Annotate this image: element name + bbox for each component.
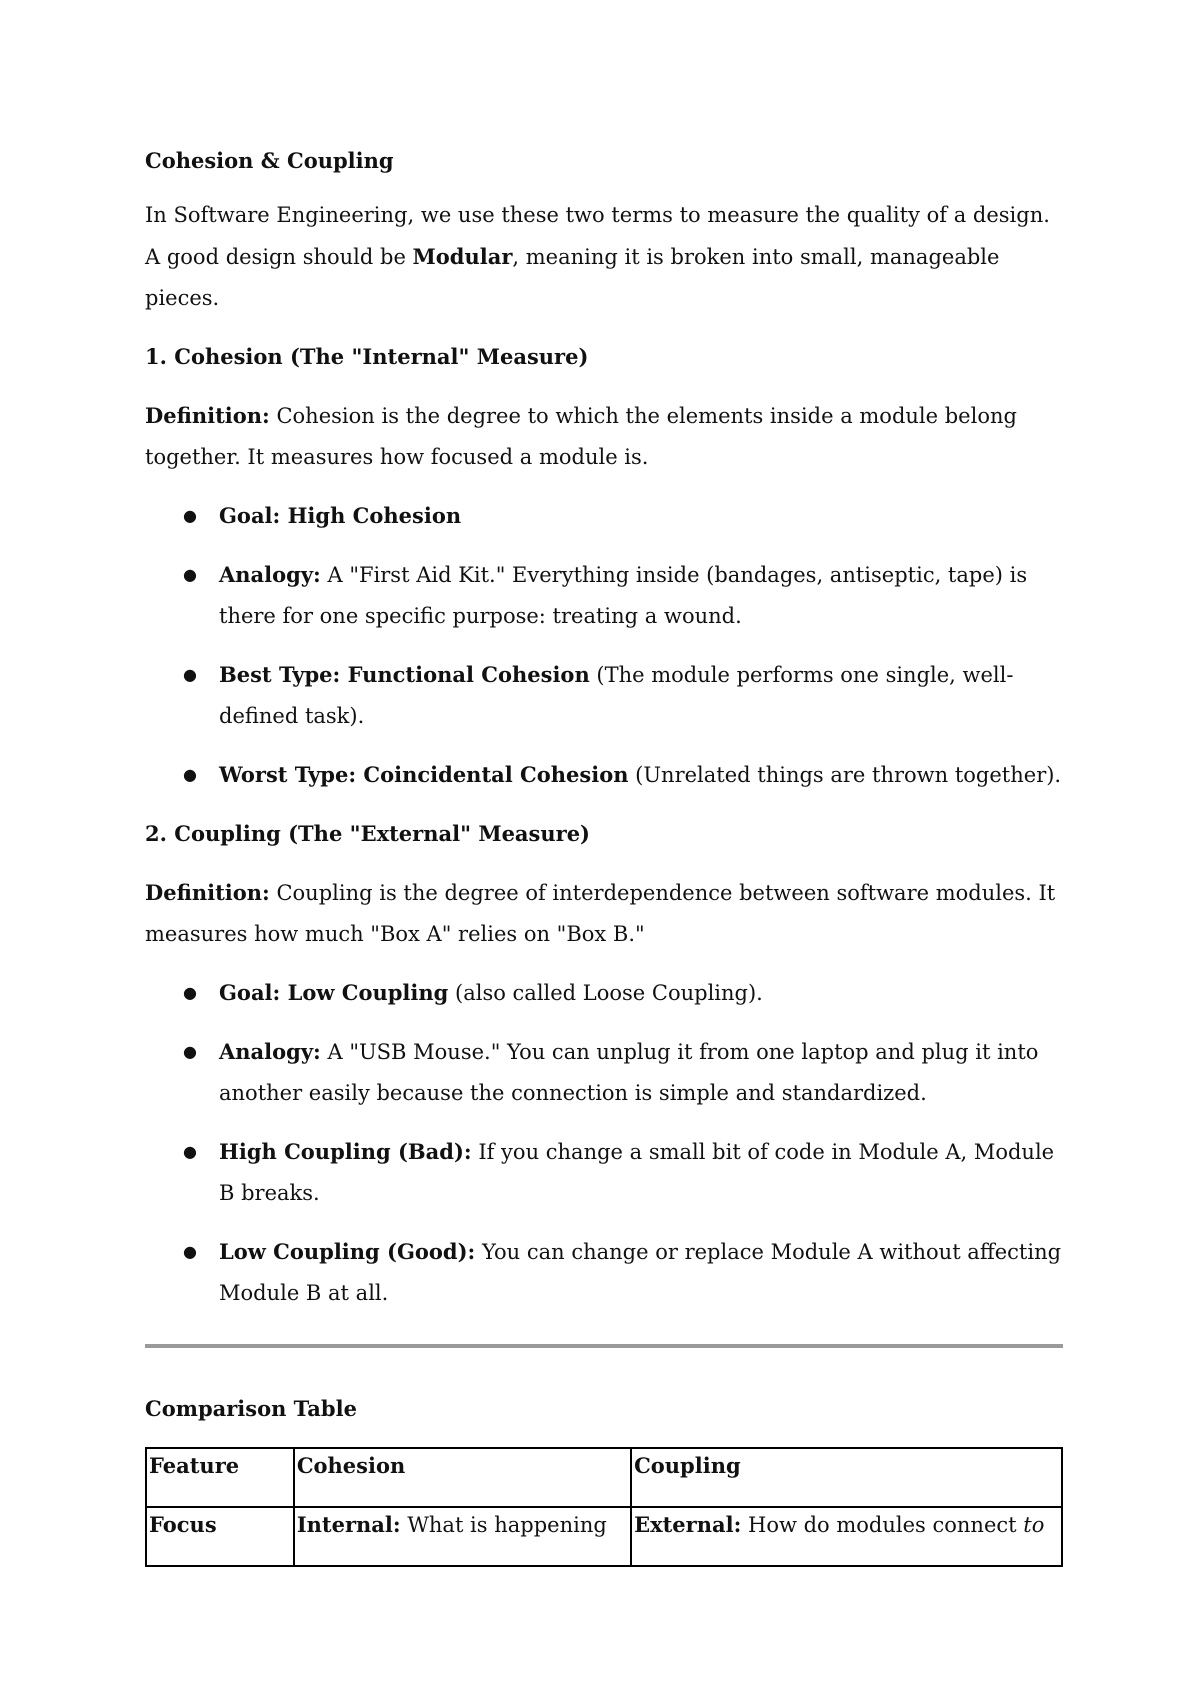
bullet-icon: ● [183,506,197,525]
comparison-table [145,1447,1063,1567]
list-item: ● Goal: High Cohesion [145,495,1063,537]
table-cell: External: How do modules connect to [631,1507,1062,1566]
table-heading: Comparison Table [145,1396,357,1421]
coupling-heading: 2. Coupling (The "External" Measure) [145,821,590,846]
document-title: Cohesion & Coupling [145,148,394,173]
bullet-icon: ● [183,665,197,684]
list-item: ● Analogy: A "First Aid Kit." Everything inside (bandages, antiseptic, tape) is there for one specific purpose: treating a wound. [145,554,1063,637]
list-item: ● Goal: Low Coupling (also called Loose Coupling). [145,972,1063,1014]
bullet-icon: ● [183,1042,197,1061]
table-cell: Focus [146,1507,294,1566]
list-item: ● Best Type: Functional Cohesion (The module performs one single, well-defined task). [145,654,1063,737]
list-item: ● Low Coupling (Good): You can change or replace Module A without affecting Module B at all. [145,1231,1063,1314]
cohesion-definition: Definition: Cohesion is the degree to which the elements inside a module belong together. It measures how focused a module is. [145,403,1017,469]
cohesion-bullet-list [145,495,1063,796]
list-item: ● Worst Type: Coincidental Cohesion (Unrelated things are thrown together). [145,754,1063,796]
cohesion-heading: 1. Cohesion (The "Internal" Measure) [145,344,589,369]
table-header-cell: Feature [146,1448,294,1507]
coupling-definition: Definition: Coupling is the degree of interdependence between software modules. It measures how much "Box A" relies on "Box B." [145,880,1056,946]
list-item: ● Analogy: A "USB Mouse." You can unplug it from one laptop and plug it into another easily because the connection is simple and standardized. [145,1031,1063,1114]
bullet-icon: ● [183,765,197,784]
table-header-cell: Coupling [631,1448,1062,1507]
coupling-bullet-list [145,972,1063,1314]
intro-paragraph: In Software Engineering, we use these two terms to measure the quality of a design. A good design should be Modular, meaning it is broken into small, manageable pieces. [145,203,1050,310]
bullet-icon: ● [183,565,197,584]
table-header-row [146,1448,1062,1507]
table-row [146,1507,1062,1566]
table-header-cell: Cohesion [294,1448,631,1507]
horizontal-rule [145,1344,1063,1348]
bullet-icon: ● [183,1142,197,1161]
list-item: ● High Coupling (Bad): If you change a small bit of code in Module A, Module B breaks. [145,1131,1063,1214]
table-cell: Internal: What is happening [294,1507,631,1566]
document-page [145,140,1063,1567]
bullet-icon: ● [183,1242,197,1261]
bullet-icon: ● [183,983,197,1002]
